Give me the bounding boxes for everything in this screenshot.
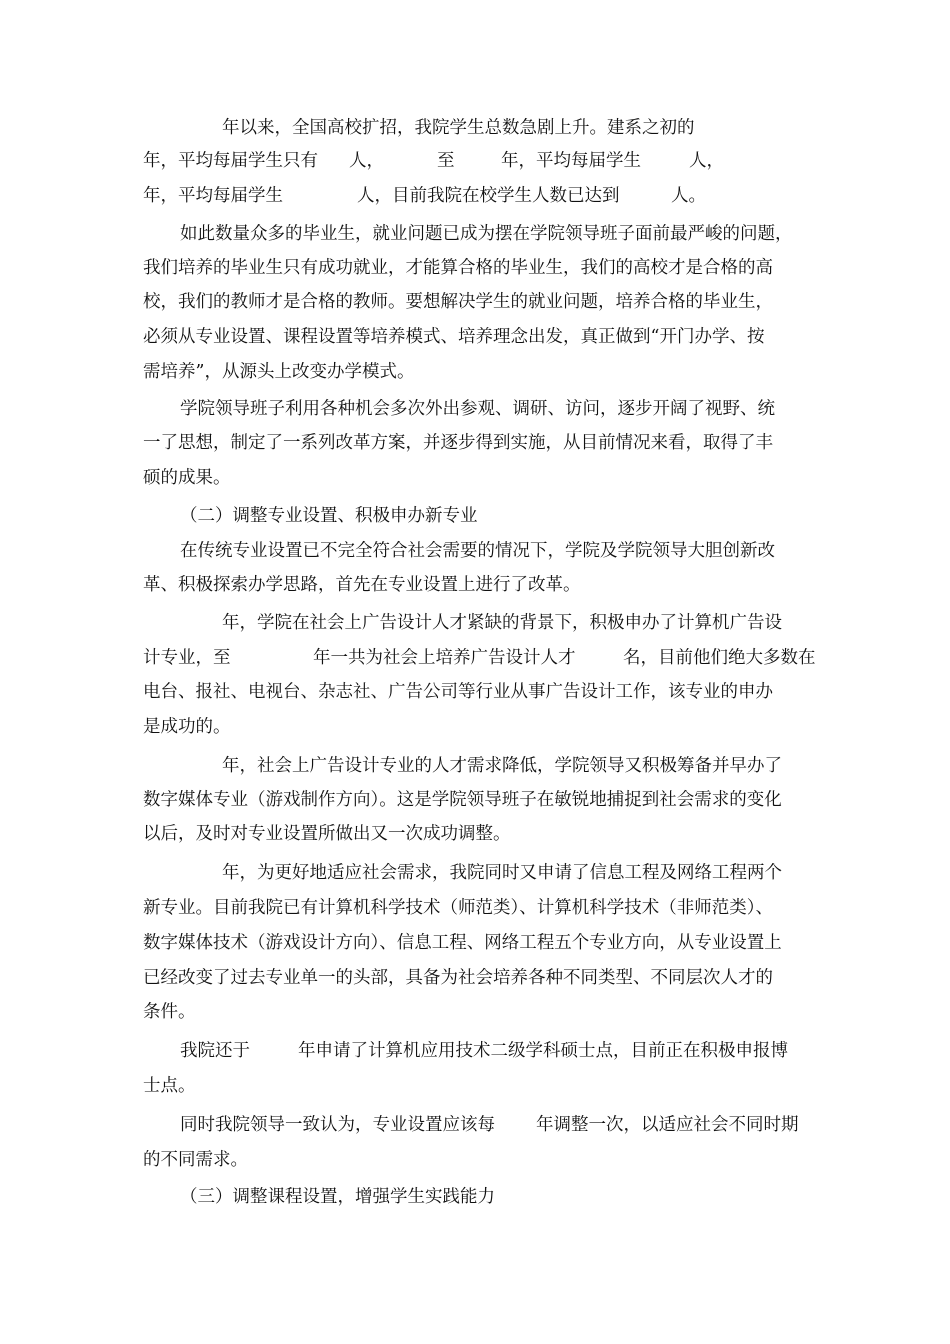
section-heading: （三）调整课程设置，增强学生实践能力 (180, 1187, 495, 1207)
text-segment: 年，平均每届学生只有 (143, 151, 318, 171)
text-line: 数字媒体专业（游戏制作方向）。这是学院领导班子在敏锐地捕捉到社会需求的变化 (143, 790, 782, 810)
text-line: 以后，及时对专业设置所做出又一次成功调整。 (143, 824, 511, 844)
text-line: 革、积极探索办学思路，首先在专业设置上进行了改革。 (143, 575, 581, 595)
text-line: 如此数量众多的毕业生，就业问题已成为摆在学院领导班子面前最严峻的问题， (180, 224, 793, 244)
text-segment: 年以来，全国高校扩招，我院学生总数急剧上升。建系之初的 (222, 118, 695, 138)
text-segment: 年，平均每届学生 (501, 151, 641, 171)
text-line: 年，学院在社会上广告设计人才紧缺的背景下，积极申办了计算机广告设 (222, 613, 782, 633)
text-line: 已经改变了过去专业单一的头部，具备为社会培养各种不同类型、不同层次人才的 (143, 968, 773, 988)
text-line: 学院领导班子利用各种机会多次外出参观、调研、访问，逐步开阔了视野、统 (180, 399, 775, 419)
text-segment: 人， (349, 151, 384, 171)
text-line: 新专业。目前我院已有计算机科学技术（师范类）、计算机科学技术（非师范类）、 (143, 898, 773, 918)
text-line: 年，为更好地适应社会需求，我院同时又申请了信息工程及网络工程两个 (222, 863, 782, 883)
text-line: 条件。 (143, 1002, 196, 1022)
text-line: 是成功的。 (143, 717, 231, 737)
text-line: 必须从专业设置、课程设置等培养模式、培养理念出发，真正做到“开门办学、按 (143, 327, 765, 347)
text-segment: 至 (437, 151, 455, 171)
section-heading: （二）调整专业设置、积极申办新专业 (180, 506, 478, 526)
text-segment: 同时我院领导一致认为，专业设置应该每 (180, 1115, 495, 1135)
text-line: 我们培养的毕业生只有成功就业，才能算合格的毕业生，我们的高校才是合格的高 (143, 258, 773, 278)
text-line: 的不同需求。 (143, 1150, 248, 1170)
text-line: 硕的成果。 (143, 468, 231, 488)
text-segment: 人。 (671, 186, 706, 206)
text-segment: 年调整一次，以适应社会不同时期 (536, 1115, 799, 1135)
text-line: 数字媒体技术（游戏设计方向）、信息工程、网络工程五个专业方向，从专业设置上 (143, 933, 782, 953)
text-segment: 年，平均每届学生 (143, 186, 283, 206)
text-line: 需培养”，从源头上改变办学模式。 (143, 362, 415, 382)
text-line: 校，我们的教师才是合格的教师。要想解决学生的就业问题，培养合格的毕业生， (143, 292, 773, 312)
text-segment: 计专业，至 (143, 648, 231, 668)
text-line: 年，社会上广告设计专业的人才需求降低，学院领导又积极筹备并早办了 (222, 756, 782, 776)
text-segment: 人，目前我院在校学生人数已达到 (357, 186, 620, 206)
text-line: 在传统专业设置已不完全符合社会需要的情况下，学院及学院领导大胆创新改 (180, 541, 775, 561)
text-segment: 人， (689, 151, 724, 171)
text-segment: 年申请了计算机应用技术二级学科硕士点，目前正在积极申报博 (298, 1041, 788, 1061)
text-segment: 我院还于 (180, 1041, 250, 1061)
text-line: 电台、报社、电视台、杂志社、广告公司等行业从事广告设计工作，该专业的申办 (143, 682, 773, 702)
text-segment: 名，目前他们绝大多数在 (623, 648, 816, 668)
text-line: 士点。 (143, 1076, 196, 1096)
text-segment: 年一共为社会上培养广告设计人才 (313, 648, 576, 668)
text-line: 一了思想，制定了一系列改革方案，并逐步得到实施，从目前情况来看，取得了丰 (143, 433, 773, 453)
